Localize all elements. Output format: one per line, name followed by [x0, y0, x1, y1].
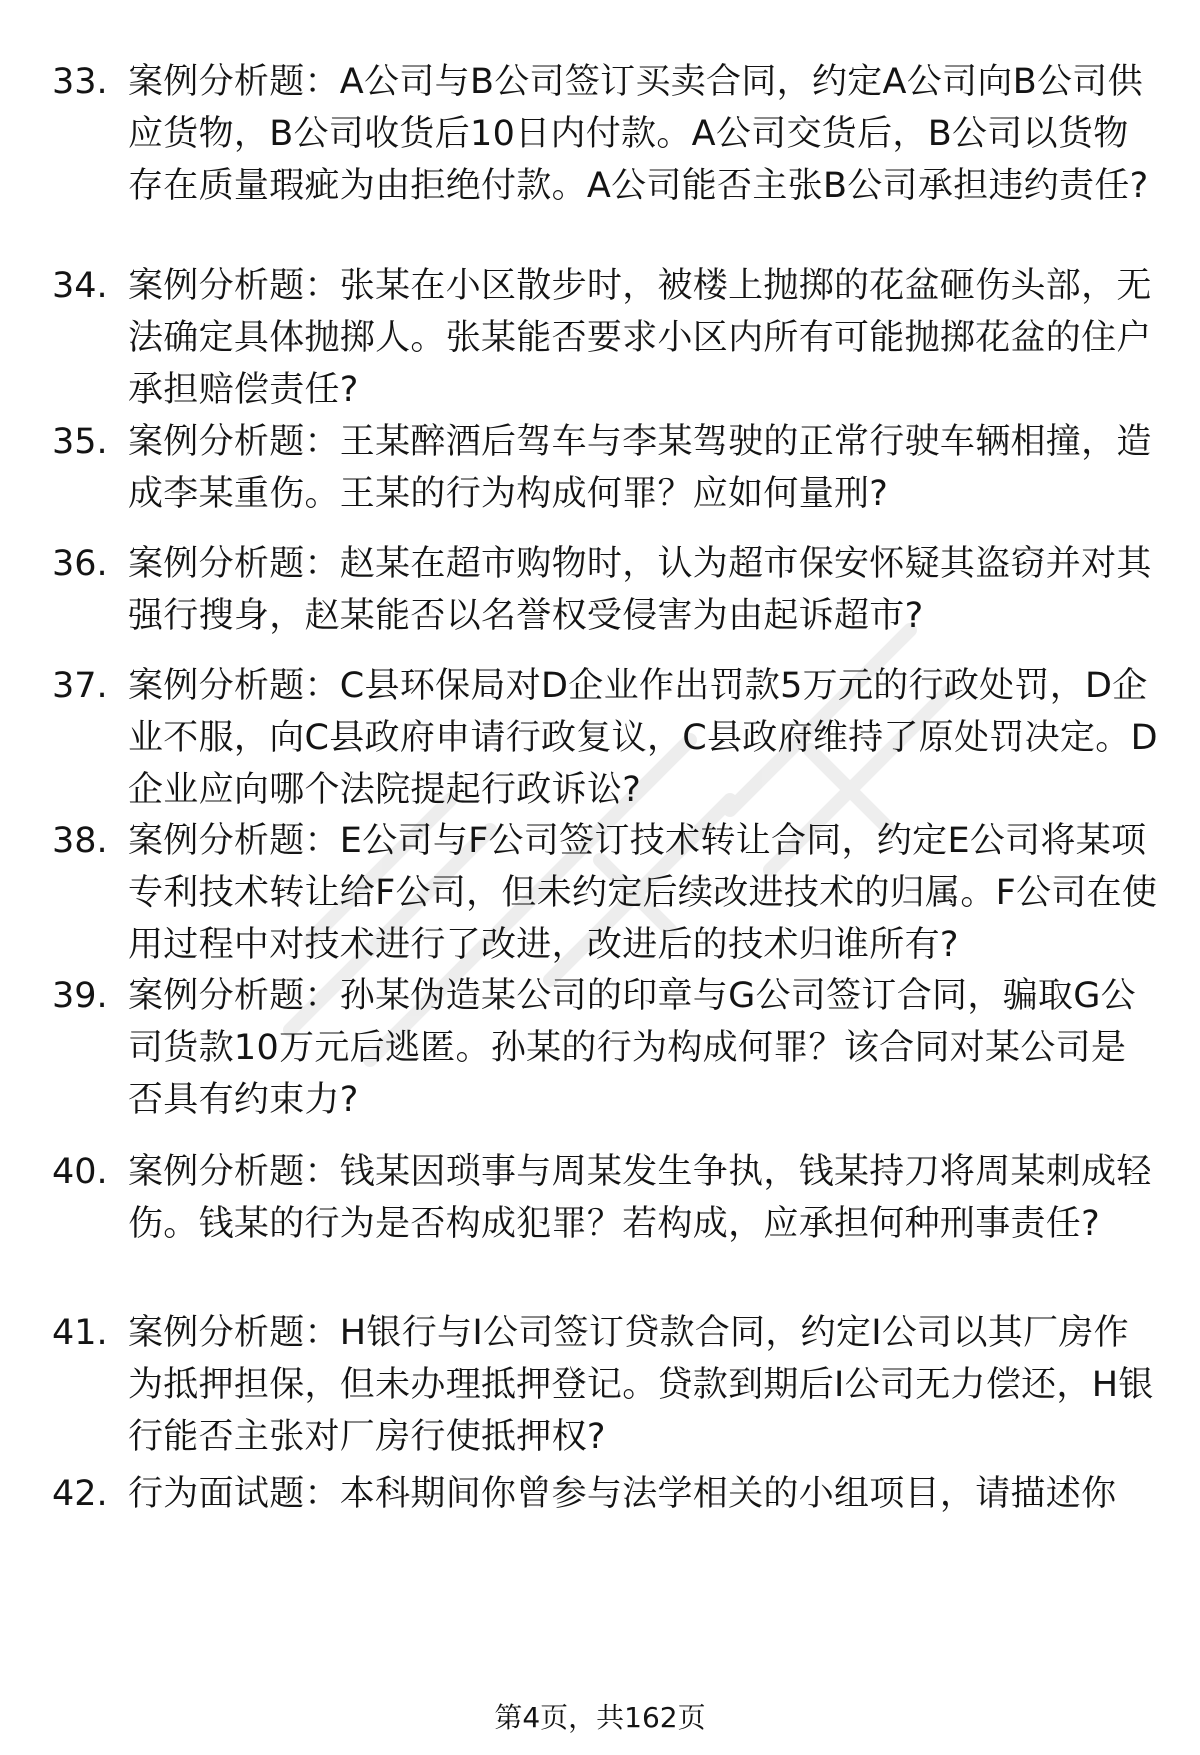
question-number: 35. — [52, 422, 108, 462]
page-footer: 第4页，共162页 — [494, 1701, 706, 1734]
question-number: 34. — [52, 266, 108, 306]
question-number: 38. — [52, 821, 108, 861]
question-text: 案例分析题：王某醉酒后驾车与李某驾驶的正常行驶车辆相撞，造成李某重伤。王某的行为构成何罪？应如何量刑? — [128, 422, 1152, 514]
question-number: 37. — [52, 666, 108, 706]
question-number: 33. — [52, 62, 108, 102]
question-number: 42. — [52, 1474, 108, 1514]
question-number: 40. — [52, 1152, 108, 1192]
question-text: 案例分析题：A公司与B公司签订买卖合同，约定A公司向B公司供应货物，B公司收货后10日内付款。A公司交货后，B公司以货物存在质量瑕疵为由拒绝付款。A公司能否主张B公司承担违约责任? — [128, 62, 1149, 206]
question-text: 案例分析题：C县环保局对D企业作出罚款5万元的行政处罚，D企业不服，向C县政府申请行政复议，C县政府维持了原处罚决定。D企业应向哪个法院提起行政诉讼? — [128, 666, 1158, 810]
question-number: 36. — [52, 544, 108, 584]
question-text: 案例分析题：H银行与I公司签订贷款合同，约定I公司以其厂房作为抵押担保，但未办理抵押登记。贷款到期后I公司无力偿还，H银行能否主张对厂房行使抵押权? — [128, 1313, 1154, 1457]
question-number: 41. — [52, 1313, 108, 1353]
question-text: 案例分析题：孙某伪造某公司的印章与G公司签订合同，骗取G公司货款10万元后逃匿。孙某的行为构成何罪？该合同对某公司是否具有约束力? — [128, 976, 1136, 1120]
question-text: 案例分析题：E公司与F公司签订技术转让合同，约定E公司将某项专利技术转让给F公司，但未约定后续改进技术的归属。F公司在使用过程中对技术进行了改进，改进后的技术归谁所有? — [128, 821, 1158, 965]
question-text: 案例分析题：钱某因琐事与周某发生争执，钱某持刀将周某刺成轻伤。钱某的行为是否构成犯罪？若构成，应承担何种刑事责任? — [128, 1152, 1152, 1244]
question-text: 行为面试题：本科期间你曾参与法学相关的小组项目，请描述你 — [128, 1474, 1117, 1514]
question-text: 案例分析题：赵某在超市购物时，认为超市保安怀疑其盗窃并对其强行搜身，赵某能否以名誉权受侵害为由起诉超市? — [128, 544, 1152, 636]
question-text: 案例分析题：张某在小区散步时，被楼上抛掷的花盆砸伤头部，无法确定具体抛掷人。张某能否要求小区内所有可能抛掷花盆的住户承担赔偿责任? — [128, 266, 1152, 410]
question-number: 39. — [52, 976, 108, 1016]
